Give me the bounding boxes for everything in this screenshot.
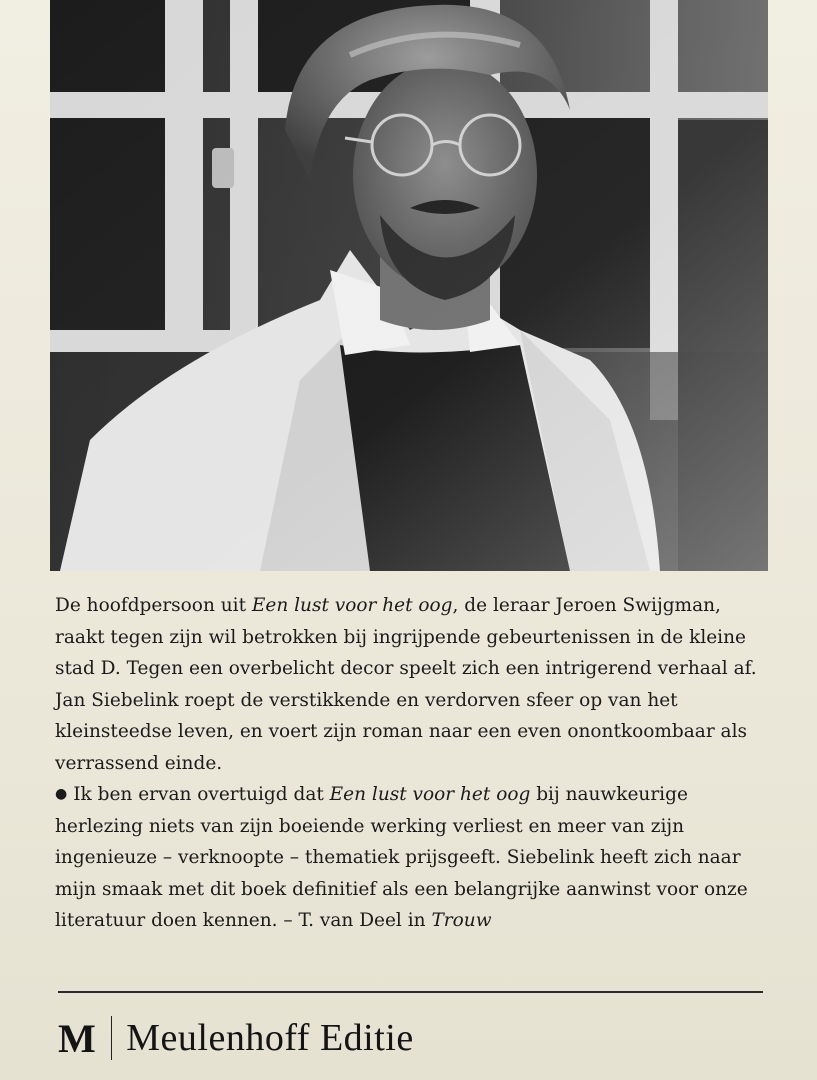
review-source: Trouw xyxy=(431,910,492,931)
publisher-separator xyxy=(111,1016,113,1060)
publisher-name: Meulenhoff Editie xyxy=(126,1017,414,1059)
publisher-imprint xyxy=(58,1008,414,1068)
divider xyxy=(58,991,763,993)
review-quote: ● Ik ben ervan overtuigd dat Een lust voor het oog bij nauwkeurige herlezing niets van zijn boeiende werking verliest en meer van zijn ingenieuze – verknoopte – thematiek prijsgeeft. Siebelink heeft zich naar mijn smaak met dit boek definitief als een belangrijke aanwinst voor onze literatuur doen kennen. – T. van Deel in Trouw xyxy=(55,784,748,931)
bullet-icon: ● xyxy=(55,786,68,802)
book-title: Een lust voor het oog xyxy=(251,595,453,616)
author-photo-illustration xyxy=(50,0,768,571)
author-photo xyxy=(50,0,768,571)
blurb-text xyxy=(55,590,775,937)
book-title: Een lust voor het oog xyxy=(329,784,531,805)
blurb-paragraph-1: De hoofdpersoon uit Een lust voor het oog, de leraar Jeroen Swijgman, raakt tegen zijn wil betrokken bij ingrijpende gebeurtenissen in de kleine stad D. Tegen een overbelicht decor speelt zich een intrigerend verhaal af. xyxy=(55,595,757,679)
publisher-logo: M xyxy=(58,1015,97,1061)
blurb-paragraph-2: Jan Siebelink roept de verstikkende en verdorven sfeer op van het kleinsteedse leven, en voert zijn roman naar een even onontkoombaar als verrassend einde. xyxy=(55,689,747,774)
